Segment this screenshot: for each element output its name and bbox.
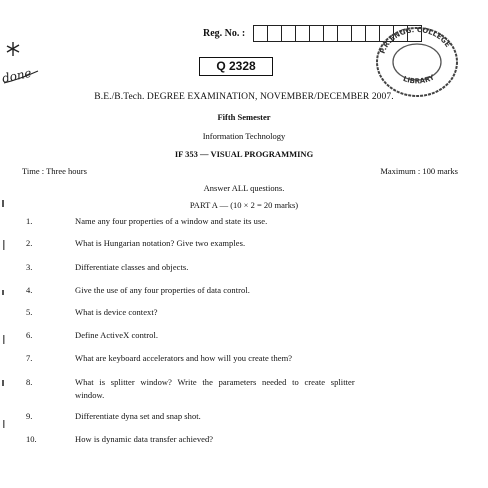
stamp-bottom-text: LIBRARY bbox=[401, 73, 436, 86]
time-allowed: Time : Three hours bbox=[22, 166, 87, 176]
question-number: 2. bbox=[26, 238, 33, 248]
part-heading: PART A — (10 × 2 = 20 marks) bbox=[189, 200, 299, 210]
question-text: What is Hungarian notation? Give two examples. bbox=[75, 238, 246, 248]
question-text: Differentiate classes and objects. bbox=[75, 262, 189, 272]
question-text: Name any four properties of a window and state its use. bbox=[75, 216, 268, 226]
register-digit-box[interactable] bbox=[309, 25, 324, 42]
question-text: What is device context? bbox=[75, 307, 158, 317]
stamp-top-text: P.R.ENGG. COLLEGE bbox=[378, 25, 452, 55]
register-digit-box[interactable] bbox=[337, 25, 352, 42]
question-text-continued: window. bbox=[75, 390, 105, 400]
instruction: Answer ALL questions. bbox=[203, 183, 285, 193]
register-digit-box[interactable] bbox=[253, 25, 268, 42]
question-text: What are keyboard accelerators and how will you create them? bbox=[75, 353, 293, 363]
question-text: How is dynamic data transfer achieved? bbox=[75, 434, 214, 444]
register-digit-box[interactable] bbox=[295, 25, 310, 42]
question-text: What is splitter window? Write the parameters needed to create splitter bbox=[75, 377, 355, 387]
question-number: 9. bbox=[26, 411, 33, 421]
exam-title: B.E./B.Tech. DEGREE EXAMINATION, NOVEMBER/DECEMBER 2007. bbox=[94, 92, 394, 102]
question-text: Give the use of any four properties of data control. bbox=[75, 285, 250, 295]
maximum-marks: Maximum : 100 marks bbox=[380, 166, 458, 176]
department: Information Technology bbox=[202, 131, 286, 141]
question-number: 4. bbox=[26, 285, 33, 295]
paper-code: Q 2328 bbox=[199, 57, 273, 76]
register-digit-box[interactable] bbox=[281, 25, 296, 42]
register-digit-box[interactable] bbox=[323, 25, 338, 42]
handwritten-done-note bbox=[0, 62, 44, 88]
semester: Fifth Semester bbox=[217, 112, 271, 122]
question-number: 1. bbox=[26, 216, 33, 226]
question-number: 8. bbox=[26, 377, 33, 387]
question-number: 7. bbox=[26, 353, 33, 363]
scan-edge-specks bbox=[0, 180, 10, 440]
svg-text:LIBRARY bbox=[402, 73, 437, 85]
svg-text:done: done bbox=[0, 65, 33, 86]
register-digit-box[interactable] bbox=[267, 25, 282, 42]
question-number: 6. bbox=[26, 330, 33, 340]
handwritten-star-mark bbox=[4, 40, 22, 58]
library-stamp bbox=[369, 22, 465, 100]
question-text: Differentiate dyna set and snap shot. bbox=[75, 411, 201, 421]
question-text: Define ActiveX control. bbox=[75, 330, 159, 340]
question-number: 3. bbox=[26, 262, 33, 272]
register-digit-box[interactable] bbox=[351, 25, 366, 42]
question-number: 10. bbox=[26, 434, 37, 444]
question-number: 5. bbox=[26, 307, 33, 317]
register-number-label: Reg. No. : bbox=[203, 28, 246, 39]
svg-text:P.R.ENGG. COLLEGE bbox=[379, 26, 452, 55]
course-title: IF 353 — VISUAL PROGRAMMING bbox=[174, 149, 314, 159]
